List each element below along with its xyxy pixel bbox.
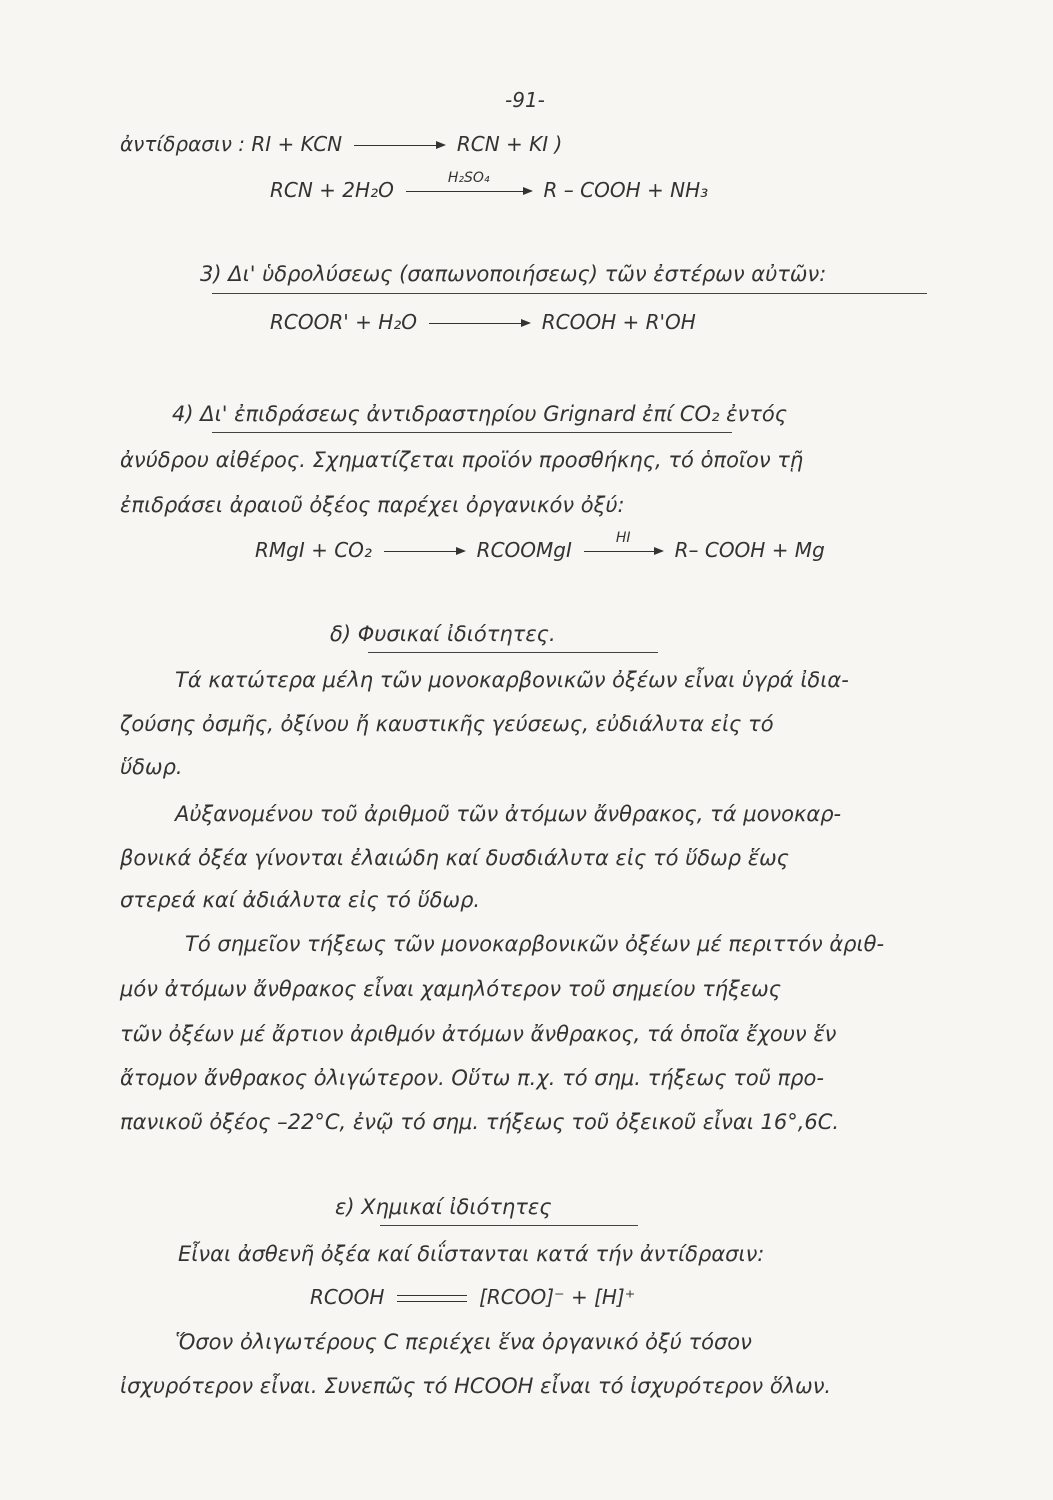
reaction-line-4 <box>255 530 825 562</box>
reaction-arrow <box>354 145 444 146</box>
reaction-2-catalyst: H₂SO₄ <box>447 170 490 186</box>
paragraph-line: ζούσης ὀσμῆς, ὀξίνου ἤ καυστικῆς γεύσεως, εὐδιάλυτα εἰς τό <box>120 712 774 736</box>
paragraph-line: ἄτομον ἄνθρακος ὀλιγώτερον. Οὕτω π.χ. τό σημ. τήξεως τοῦ προ- <box>120 1066 824 1090</box>
heading-method-3: 3) Δι' ὑδρολύσεως (σαπωνοποιήσεως) τῶν ἐστέρων αὐτῶν: <box>200 262 827 286</box>
reaction-arrow <box>406 170 531 192</box>
paragraph-line: Ὅσον ὀλιγωτέρους C περιέχει ἕνα ὀργανικό ὀξύ τόσον <box>175 1330 752 1354</box>
paragraph-line: Εἶναι ἀσθενῆ ὀξέα καί διΐστανται κατά τήν ἀντίδρασιν: <box>178 1242 765 1266</box>
heading-underline <box>368 652 658 653</box>
reaction-line-1 <box>120 132 562 156</box>
reaction-4-mid: RCOOMgI <box>476 538 572 562</box>
reaction-line-2 <box>270 170 709 202</box>
paragraph-line: πανικοῦ ὀξέος –22°C, ἐνῷ τό σημ. τήξεως τοῦ ὀξεικοῦ εἶναι 16°,6C. <box>120 1110 840 1134</box>
paragraph-line: ἰσχυρότερον εἶναι. Συνεπῶς τό HCOOH εἶναι τό ἰσχυρότερον ὅλων. <box>120 1374 832 1398</box>
reaction-4-left: RMgI + CO₂ <box>255 538 372 562</box>
reaction-3-left: RCOOR' + H₂O <box>270 310 418 334</box>
paragraph-line: τῶν ὀξέων μέ ἄρτιον ἀριθμόν ἀτόμων ἄνθρακος, τά ὁποῖα ἔχουν ἕν <box>120 1022 837 1046</box>
reaction-4-reagent: HI <box>615 530 631 546</box>
paragraph-line: Τά κατώτερα μέλη τῶν μονοκαρβονικῶν ὀξέων εἶναι ὑγρά ἰδια- <box>175 668 849 692</box>
paragraph-line: στερεά καί ἀδιάλυτα εἰς τό ὕδωρ. <box>120 888 481 912</box>
heading-method-4: 4) Δι' ἐπιδράσεως ἀντιδραστηρίου Grignard ἐπί CO₂ ἐντός <box>172 402 788 426</box>
reaction-1-left: ἀντίδρασιν : RI + KCN <box>120 132 343 156</box>
heading-underline <box>380 1225 638 1226</box>
heading-underline <box>212 293 927 294</box>
paragraph-line: μόν ἀτόμων ἄνθρακος εἶναι χαμηλότερον τοῦ σημείου τήξεως <box>120 977 782 1001</box>
reaction-arrow <box>429 323 529 324</box>
paragraph-line: Τό σημεῖον τήξεως τῶν μονοκαρβονικῶν ὀξέων μέ περιττόν ἀριθ- <box>185 932 885 956</box>
section-heading-chemical: ε) Χημικαί ἰδιότητες <box>335 1195 552 1219</box>
reaction-arrow <box>584 530 662 552</box>
reaction-line-3 <box>270 310 696 334</box>
paragraph-line: ἀνύδρου αἰθέρος. Σχηματίζεται προϊόν προσθήκης, τό ὁποῖον τῇ <box>120 448 804 472</box>
reaction-2-right: R – COOH + NH₃ <box>543 178 709 202</box>
equilibrium-line <box>310 1285 635 1309</box>
reaction-2-left: RCN + 2H₂O <box>270 178 394 202</box>
heading-underline <box>212 432 732 433</box>
paragraph-line: ἐπιδράσει ἀραιοῦ ὀξέος παρέχει ὀργανικόν ὀξύ: <box>120 493 625 517</box>
page-number: -91- <box>505 88 545 112</box>
equilibrium-left: RCOOH <box>310 1285 385 1309</box>
paragraph-line: Αὐξανομένου τοῦ ἀριθμοῦ τῶν ἀτόμων ἄνθρακος, τά μονοκαρ- <box>175 802 842 826</box>
section-heading-physical: δ) Φυσικαί ἰδιότητες. <box>330 622 556 646</box>
equilibrium-arrows <box>397 1293 467 1305</box>
paragraph-line: ὕδωρ. <box>120 755 183 779</box>
equilibrium-right: [RCOO]⁻ + [H]⁺ <box>479 1285 636 1309</box>
reaction-1-right: RCN + KI ) <box>456 132 563 156</box>
paragraph-line: βονικά ὀξέα γίνονται ἐλαιώδη καί δυσδιάλυτα εἰς τό ὕδωρ ἕως <box>120 846 789 870</box>
reaction-arrow <box>384 551 464 552</box>
reaction-4-right: R– COOH + Mg <box>674 538 825 562</box>
reaction-3-right: RCOOH + R'OH <box>541 310 696 334</box>
